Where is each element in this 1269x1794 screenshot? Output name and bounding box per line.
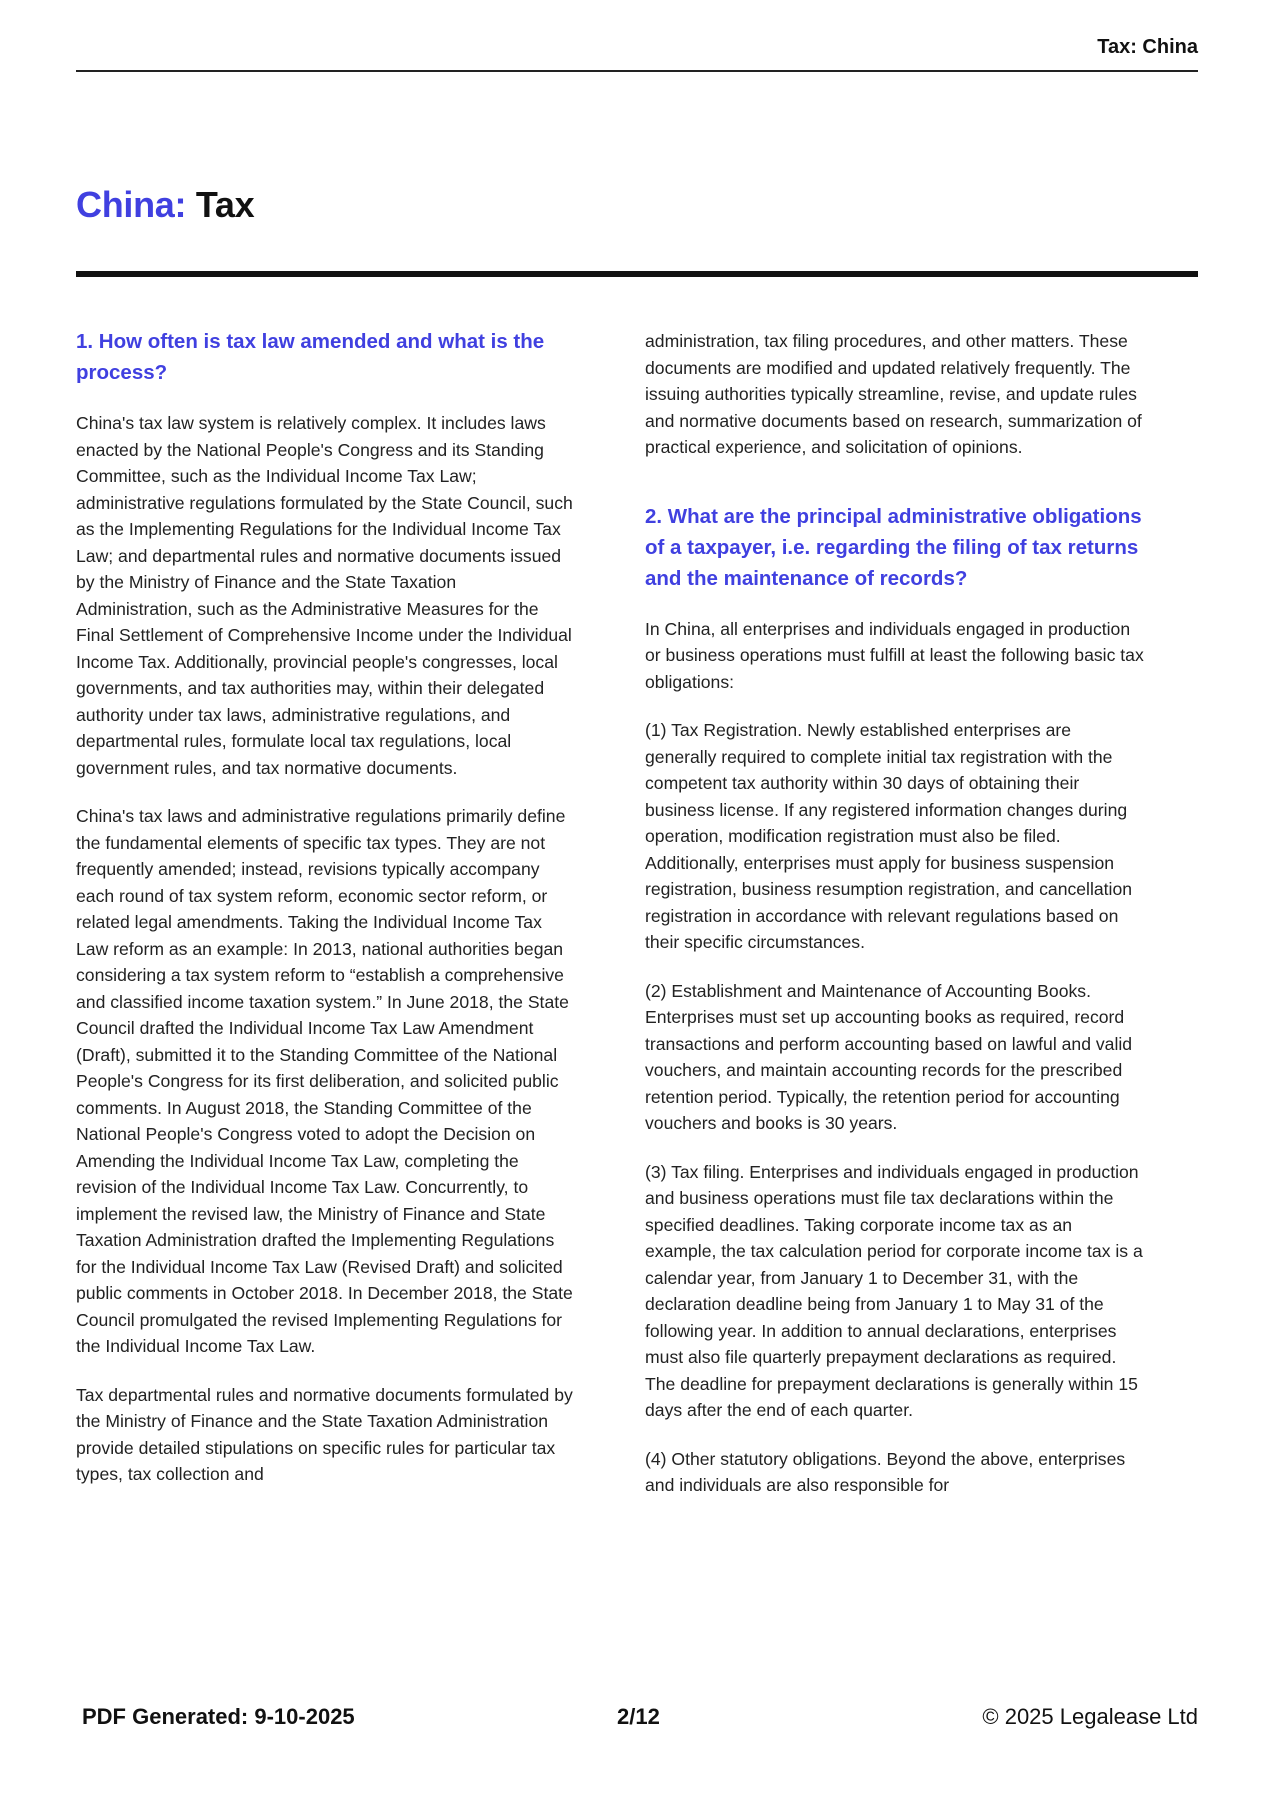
paragraph: (3) Tax filing. Enterprises and individuals engaged in production and business operations must file tax declarations within the specified deadlines. Taking corporate income tax as an example, the tax calculation period for corporate income tax is a calendar year, from January 1 to December 31, with the declaration deadline being from January 1 to May 31 of the following year. In addition to annual declarations, enterprises must also file quarterly prepayment declarations as required. The deadline for prepayment declarations is generally within 15 days after the end of each quarter. [645, 1161, 1143, 1420]
title-divider [76, 271, 1198, 277]
paragraph-continuation: administration, tax filing procedures, and other matters. These documents are modified and updated relatively frequently. The issuing authorities typically streamline, revise, and update rules and normative documents based on research, summarization of practical experience, and solicitation of opinions. [645, 331, 1142, 457]
page-title-topic: Tax [195, 184, 255, 225]
paragraph: China's tax laws and administrative regulations primarily define the fundamental elements of specific tax types. They are not frequently amended; instead, revisions typically accompany each round of tax system reform, economic sector reform, or related legal amendments. Taking the Individual Income Tax Law reform as an example: In 2013, national authorities began considering a tax system reform to “establish a comprehensive and classified income taxation system.” In June 2018, the State Council drafted the Individual Income Tax Law Amendment (Draft), submitted it to the Standing Committee of the National People's Congress for its first deliberation, and solicited public comments. In August 2018, the Standing Committee of the National People's Congress voted to adopt the Decision on Amending the Individual Income Tax Law, completing the revision of the Individual Income Tax Law. Concurrently, to implement the revised law, the Ministry of Finance and State Taxation Administration drafted the Implementing Regulations for the Individual Income Tax Law (Revised Draft) and solicited public comments in October 2018. In December 2018, the State Council promulgated the revised Implementing Regulations for the Individual Income Tax Law. [76, 806, 573, 1356]
right-column [645, 328, 1145, 1521]
generated-date: PDF Generated: 9-10-2025 [82, 1704, 355, 1729]
paragraph: (1) Tax Registration. Newly established enterprises are generally required to complete initial tax registration with the competent tax authority within 30 days of obtaining their business license. If any registered information changes during operation, modification registration must also be filed. Additionally, enterprises must apply for business suspension registration, business resumption registration, and cancellation registration in accordance with relevant regulations based on their specific circumstances. [645, 720, 1133, 952]
page-title [76, 184, 254, 226]
running-header [76, 34, 1198, 72]
running-title: Tax: China [1097, 36, 1198, 58]
page-footer [82, 1702, 1198, 1732]
page-number: 2/12 [617, 1704, 660, 1729]
question-1-heading: 1. How often is tax law amended and what is the process? [76, 330, 545, 384]
paragraph: (4) Other statutory obligations. Beyond the above, enterprises and individuals are also responsible for [645, 1448, 1126, 1495]
paragraph: In China, all enterprises and individuals engaged in production or business operations must fulfill at least the following basic tax obligations: [645, 618, 1144, 692]
paragraph: (2) Establishment and Maintenance of Accounting Books. Enterprises must set up accounting books as required, record transactions and perform accounting based on lawful and valid vouchers, and maintain accounting records for the prescribed retention period. Typically, the retention period for accounting vouchers and books is 30 years. [645, 980, 1133, 1133]
page-title-country: China: [76, 184, 187, 225]
left-column [76, 326, 576, 1510]
paragraph: Tax departmental rules and normative documents formulated by the Ministry of Finance and the State Taxation Administration provide detailed stipulations on specific rules for particular tax types, tax collection and [76, 1384, 573, 1484]
question-2-heading: 2. What are the principal administrative obligations of a taxpayer, i.e. regarding the filing of tax returns and the maintenance of records? [645, 504, 1142, 590]
copyright: © 2025 Legalease Ltd [982, 1704, 1198, 1729]
paragraph: China's tax law system is relatively complex. It includes laws enacted by the National People's Congress and its Standing Committee, such as the Individual Income Tax Law; administrative regulations formulated by the State Council, such as the Implementing Regulations for the Individual Income Tax Law; and departmental rules and normative documents issued by the Ministry of Finance and the State Taxation Administration, such as the Administrative Measures for the Final Settlement of Comprehensive Income under the Individual Income Tax. Additionally, provincial people's congresses, local governments, and tax authorities may, within their delegated authority under tax laws, administrative regulations, and departmental rules, formulate local tax regulations, local government rules, and tax normative documents. [76, 413, 573, 778]
